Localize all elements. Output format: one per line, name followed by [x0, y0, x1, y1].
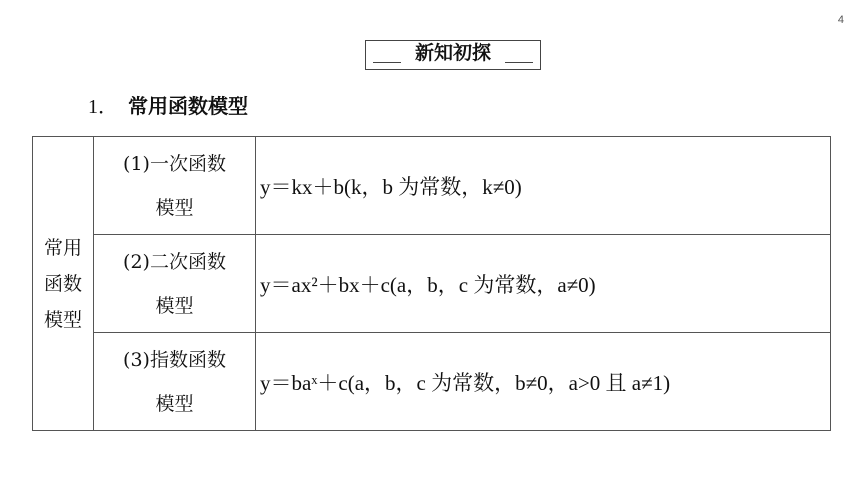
formula-text: y＝ax²＋bx＋c(a，b，c 为常数，a≠0)	[260, 272, 596, 297]
function-models-table	[32, 136, 831, 431]
formula-cell	[256, 333, 831, 431]
page-number: 4	[837, 14, 844, 26]
model-name-cell	[94, 235, 256, 333]
model-name-line2: 模型	[155, 392, 194, 415]
model-name-line1: (3)指数函数	[123, 348, 226, 371]
model-name-line1: (1)一次函数	[123, 152, 226, 175]
table-row	[33, 333, 831, 431]
category-line: 模型	[43, 308, 82, 331]
category-cell	[33, 137, 94, 431]
heading-number: 1．	[88, 96, 118, 118]
banner-line-right	[503, 62, 533, 63]
model-name-line2: 模型	[155, 196, 194, 219]
table-row	[33, 137, 831, 235]
section-banner	[365, 40, 541, 70]
model-name-cell	[94, 333, 256, 431]
model-name-cell	[94, 137, 256, 235]
model-name-line1: (2)二次函数	[123, 250, 226, 273]
category-line: 函数	[43, 272, 82, 295]
formula-cell	[256, 137, 831, 235]
formula-text: y＝baˣ＋c(a，b，c 为常数，b≠0，a>0 且 a≠1)	[260, 370, 671, 395]
category-line: 常用	[43, 236, 82, 259]
formula-cell	[256, 235, 831, 333]
table-row	[33, 235, 831, 333]
heading-text: 常用函数模型	[128, 94, 248, 118]
banner-title: 新知初探	[401, 41, 505, 65]
section-heading	[88, 90, 248, 119]
model-name-line2: 模型	[155, 294, 194, 317]
formula-text: y＝kx＋b(k，b 为常数，k≠0)	[260, 174, 522, 199]
banner-line-left	[373, 62, 403, 63]
